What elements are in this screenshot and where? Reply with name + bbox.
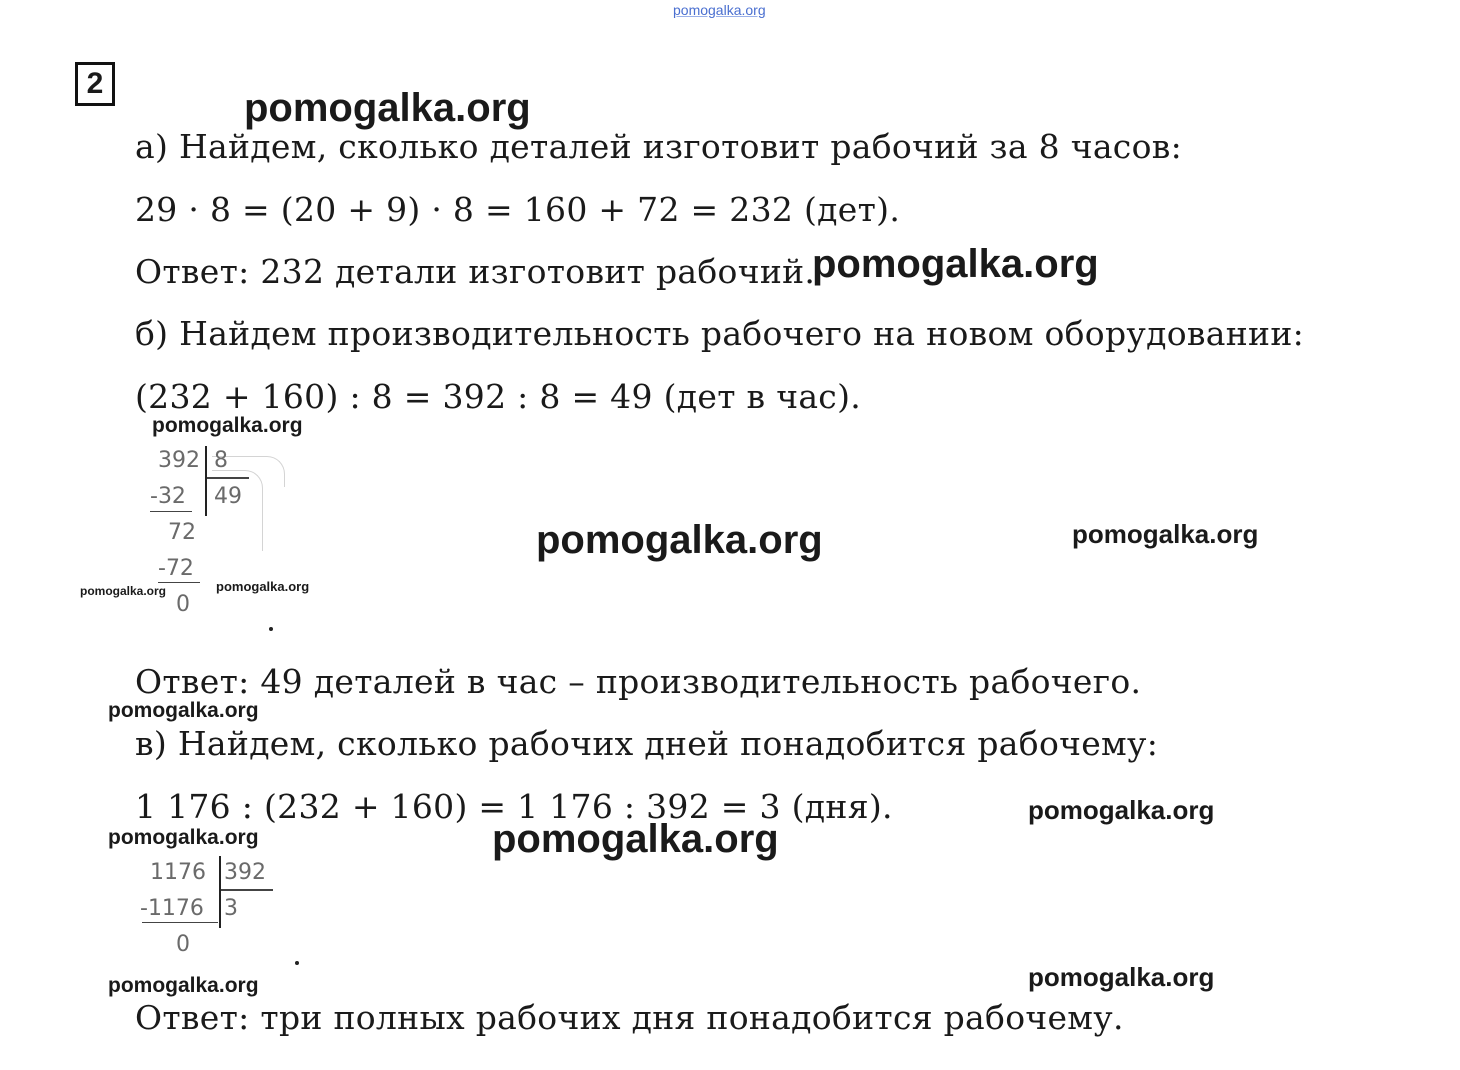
watermark: pomogalka.org	[812, 242, 1099, 286]
watermark: pomogalka.org	[1028, 962, 1215, 992]
watermark: pomogalka.org	[536, 518, 823, 562]
watermark: pomogalka.org	[216, 579, 310, 594]
division-quotient: 49	[214, 484, 242, 509]
division-remainder: 72	[168, 520, 196, 545]
watermark: pomogalka.org	[152, 414, 303, 437]
dot	[295, 961, 299, 965]
division-underline	[150, 511, 192, 512]
division-underline	[142, 922, 218, 923]
division-quotient: 3	[224, 896, 238, 921]
watermark: pomogalka.org	[1072, 519, 1259, 549]
watermark: pomogalka.org	[80, 584, 167, 598]
division-underline	[207, 477, 249, 479]
division-subtract-2: -72	[158, 556, 194, 581]
division-bar	[205, 446, 207, 516]
part-a-intro: а) Найдем, сколько деталей изготовит рабочий за 8 часов:	[135, 127, 1183, 166]
division-subtract: -1176	[140, 896, 204, 921]
watermark: pomogalka.org	[108, 699, 259, 722]
task-number-box: 2	[75, 62, 115, 106]
watermark: pomogalka.org	[244, 86, 531, 130]
watermark-top: pomogalka.org	[673, 2, 766, 18]
division-underline	[158, 582, 200, 583]
watermark: pomogalka.org	[1028, 795, 1215, 825]
watermark: pomogalka.org	[492, 817, 779, 861]
part-a-answer: Ответ: 232 детали изготовит рабочий.	[135, 252, 816, 291]
watermark: pomogalka.org	[108, 974, 259, 997]
dot	[269, 627, 273, 631]
division-result: 0	[176, 592, 190, 617]
part-b-answer: Ответ: 49 деталей в час – производительность рабочего.	[135, 662, 1142, 701]
division-bar	[219, 856, 221, 928]
division-dividend: 1176	[150, 860, 206, 885]
part-b-intro: б) Найдем производительность рабочего на новом оборудовании:	[135, 314, 1305, 353]
watermark: pomogalka.org	[108, 826, 259, 849]
division-underline	[221, 889, 273, 891]
division-divisor: 392	[224, 860, 266, 885]
part-c-calculation: 1 176 : (232 + 160) = 1 176 : 392 = 3 (дня).	[135, 787, 893, 826]
part-a-calculation: 29 · 8 = (20 + 9) · 8 = 160 + 72 = 232 (дет).	[135, 190, 901, 229]
division-dividend: 392	[158, 448, 200, 473]
part-c-intro: в) Найдем, сколько рабочих дней понадобится рабочему:	[135, 724, 1159, 763]
division-result: 0	[176, 932, 190, 957]
part-b-calculation: (232 + 160) : 8 = 392 : 8 = 49 (дет в час).	[135, 377, 862, 416]
division-divisor: 8	[214, 448, 228, 473]
part-c-answer: Ответ: три полных рабочих дня понадобится рабочему.	[135, 998, 1124, 1037]
division-subtract-1: -32	[150, 484, 186, 509]
